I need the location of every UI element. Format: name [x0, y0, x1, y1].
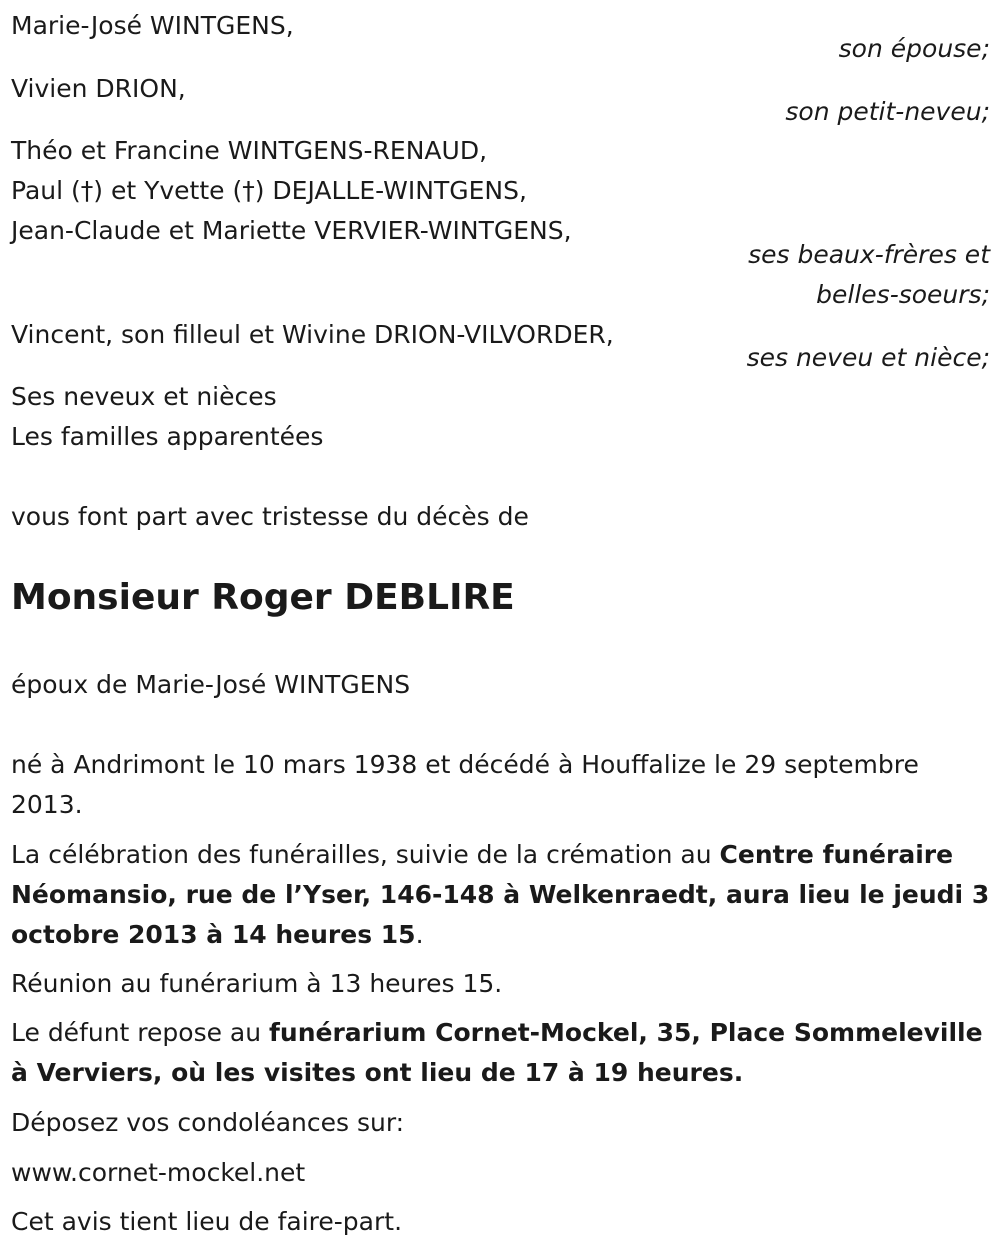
family-role-inlaws-2: belles-soeurs; [816, 280, 990, 309]
family-line-spouse: Marie-José WINTGENS, [11, 11, 294, 40]
family-line-grandnephew: Vivien DRION, [11, 74, 186, 103]
reunion-text: Réunion au funérarium à 13 heures 15. [11, 969, 503, 998]
spouse-line: époux de Marie-José WINTGENS [11, 670, 411, 699]
family-line-nephew-niece: Vincent, son filleul et Wivine DRION-VILVORDER, [11, 320, 614, 349]
ceremony-paragraph [11, 835, 991, 955]
notice-text: Cet avis tient lieu de faire-part. [11, 1207, 403, 1236]
family-line-inlaws-2: Paul (†) et Yvette (†) DEJALLE-WINTGENS, [11, 176, 527, 205]
family-role-nephew-niece: ses neveu et nièce; [746, 343, 990, 372]
family-role-inlaws-1: ses beaux-frères et [748, 240, 990, 269]
ceremony-details: Centre funéraire Néomansio, rue de l’Yser, 146-148 à Welkenraedt, aura lieu le jeudi 3 octobre 2013 à 14 heures 15 [11, 840, 990, 949]
condolences-label: Déposez vos condoléances sur: [11, 1108, 405, 1137]
family-line-relatives: Les familles apparentées [11, 422, 324, 451]
family-role-spouse: son épouse; [838, 34, 990, 63]
repose-paragraph [11, 1013, 991, 1093]
announcement-text: vous font part avec tristesse du décès de [11, 502, 529, 531]
website-link[interactable]: www.cornet-mockel.net [11, 1158, 306, 1187]
family-role-grandnephew: son petit-neveu; [785, 97, 990, 126]
ceremony-intro: La célébration des funérailles, suivie de la crémation au [11, 840, 720, 869]
deceased-name: Monsieur Roger DEBLIRE [11, 577, 515, 618]
family-line-nephews: Ses neveux et nièces [11, 382, 277, 411]
repose-intro: Le défunt repose au [11, 1018, 270, 1047]
family-line-inlaws-3: Jean-Claude et Mariette VERVIER-WINTGENS, [11, 216, 572, 245]
repose-details: funérarium Cornet-Mockel, 35, Place Sommeleville à Verviers, où les visites ont lieu de 17 à 19 heures. [11, 1018, 983, 1087]
family-line-inlaws-1: Théo et Francine WINTGENS-RENAUD, [11, 136, 488, 165]
ceremony-end: . [415, 920, 424, 949]
birth-death-text: né à Andrimont le 10 mars 1938 et décédé à Houffalize le 29 septembre 2013. [11, 750, 919, 819]
